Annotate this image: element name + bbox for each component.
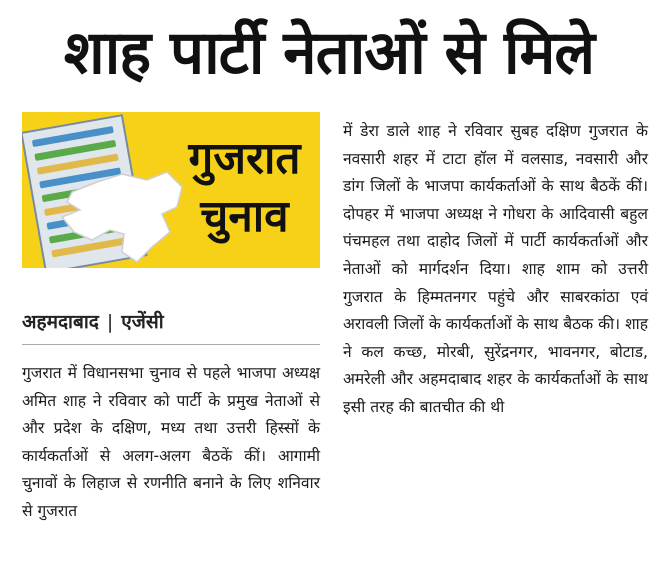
byline <box>22 308 164 334</box>
gujarat-map-icon <box>52 152 192 268</box>
byline-separator: | <box>106 311 114 333</box>
dateline-place: अहमदाबाद <box>22 311 99 333</box>
election-banner <box>22 112 320 268</box>
news-agency: एजेंसी <box>121 311 164 333</box>
article-column-2: में डेरा डाले शाह ने रविवार सुबह दक्षिण गुजरात के नवसारी शहर में टाटा हॉल में वलसाड, नवसारी और डांग जिलों के भाजपा कार्यकर्ताओं के साथ बैठकें कीं। दोपहर में भाजपा अध्यक्ष ने गोधरा के आदिवासी बहुल पंचमहल तथा दाहोद जिलों में पार्टी कार्यकर्ताओं और नेताओं को मार्गदर्शन दिया। शाह शाम को उत्तरी गुजरात के हिम्मतनगर पहुंचे और साबरकांठा एवं अरावली जिलों के कार्यकर्ताओं के साथ बैठक की। शाह ने कल कच्छ, मोरबी, सुरेंद्रनगर, भावनगर, बोटाड, अमरेली और अहमदाबाद शहर के कार्यकर्ताओं के साथ इसी तरह की बातचीत की थी <box>343 122 648 416</box>
byline-rule <box>22 344 320 345</box>
banner-line2: चुनाव <box>200 191 289 242</box>
banner-title <box>172 130 317 246</box>
banner-line1: गुजरात <box>188 133 301 184</box>
headline: शाह पार्टी नेताओं से मिले <box>63 18 595 88</box>
article-column-1: गुजरात में विधानसभा चुनाव से पहले भाजपा अध्यक्ष अमित शाह ने रविवार को पार्टी के प्रमुख नेताओं से और प्रदेश के दक्षिण, मध्य तथा उत्तरी हिस्सों के कार्यकर्ताओं से अलग-अलग बैठकें कीं। आगामी चुनावों के लिहाज से रणनीति बनाने के लिए शनिवार से गुजरात <box>22 364 320 520</box>
